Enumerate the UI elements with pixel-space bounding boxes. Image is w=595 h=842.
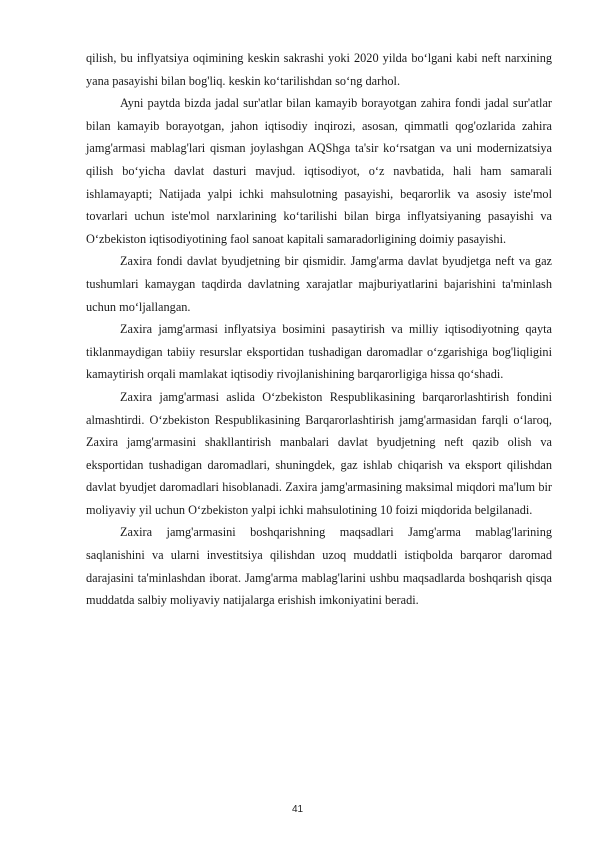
body-text	[86, 47, 552, 612]
paragraph: Ayni paytda bizda jadal sur'atlar bilan kamayib borayotgan zahira fondi jadal sur'atlar bilan kamayib borayotgan, jahon iqtisodiy inqirozi, asosan, qimmatli qog'ozlarida zahira jamg'armasi mablag'lari qisman joylashgan AQShga ta'sir ko‘rsatgan va uni modernizatsiya qilish bo‘yicha davlat dasturi mavjud. iqtisodiyot, o‘z navbatida, hali ham samarali ishlamayapti; Natijada yalpi ichki mahsulotning pasayishi, beqarorlik va asosiy iste'mol tovarlari uchun iste'mol narxlarining ko‘tarilishi bilan birga inflyatsiyaning pasayishi va O‘zbekiston iqtisodiyotining faol sanoat kapitali samaradorligining doimiy pasayishi.	[86, 96, 552, 246]
paragraph: Zaxira jamg'armasi inflyatsiya bosimini pasaytirish va milliy iqtisodiyotning qayta tiklanmaydigan tabiiy resurslar eksportidan tushadigan daromadlar o‘zgarishiga bog'liqligini kamaytirish orqali mamlakat iqtisodiy rivojlanishining barqarorligiga hissa qo‘shadi.	[86, 322, 552, 382]
page-number: 41	[291, 804, 304, 815]
paragraph: Zaxira jamg'armasi aslida O‘zbekiston Respublikasining barqarorlashtirish fondini almashtirdi. O‘zbekiston Respublikasining Barqarorlashtirish jamg'armasidan farqli o‘laroq, Zaxira jamg'armasini shakllantirish manbalari davlat byudjetning neft qazib olish va eksportidan tushadigan daromadlari, shuningdek, gaz ishlab chiqarish va eksport qilishdan davlat byudjet daromadlari hisoblanadi. Zaxira jamg'armasining maksimal miqdori ma'lum bir moliyaviy yil uchun O‘zbekiston yalpi ichki mahsulotining 10 foizi miqdorida belgilanadi.	[86, 389, 552, 517]
paragraph-continuation: qilish, bu inflyatsiya oqimining keskin sakrashi yoki 2020 yilda bo‘lgani kabi neft narxining yana pasayishi bilan bog'liq. keskin ko‘tarilishdan so‘ng darhol.	[86, 51, 552, 88]
paragraph: Zaxira jamg'armasini boshqarishning maqsadlari Jamg'arma mablag'larining saqlanishini va ularni investitsiya qilishdan uzoq muddatli istiqbolda barqaror daromad darajasini ta'minlashdan iborat. Jamg'arma mablag'larini ushbu maqsadlarda boshqarish qisqa muddatda salbiy moliyaviy natijalarga erishish imkoniyatini beradi.	[86, 525, 552, 608]
paragraph: Zaxira fondi davlat byudjetning bir qismidir. Jamg'arma davlat byudjetga neft va gaz tushumlari kamaygan taqdirda davlatning xarajatlar majburiyatlarini bajarishini ta'minlash uchun mo‘ljallangan.	[86, 254, 552, 314]
